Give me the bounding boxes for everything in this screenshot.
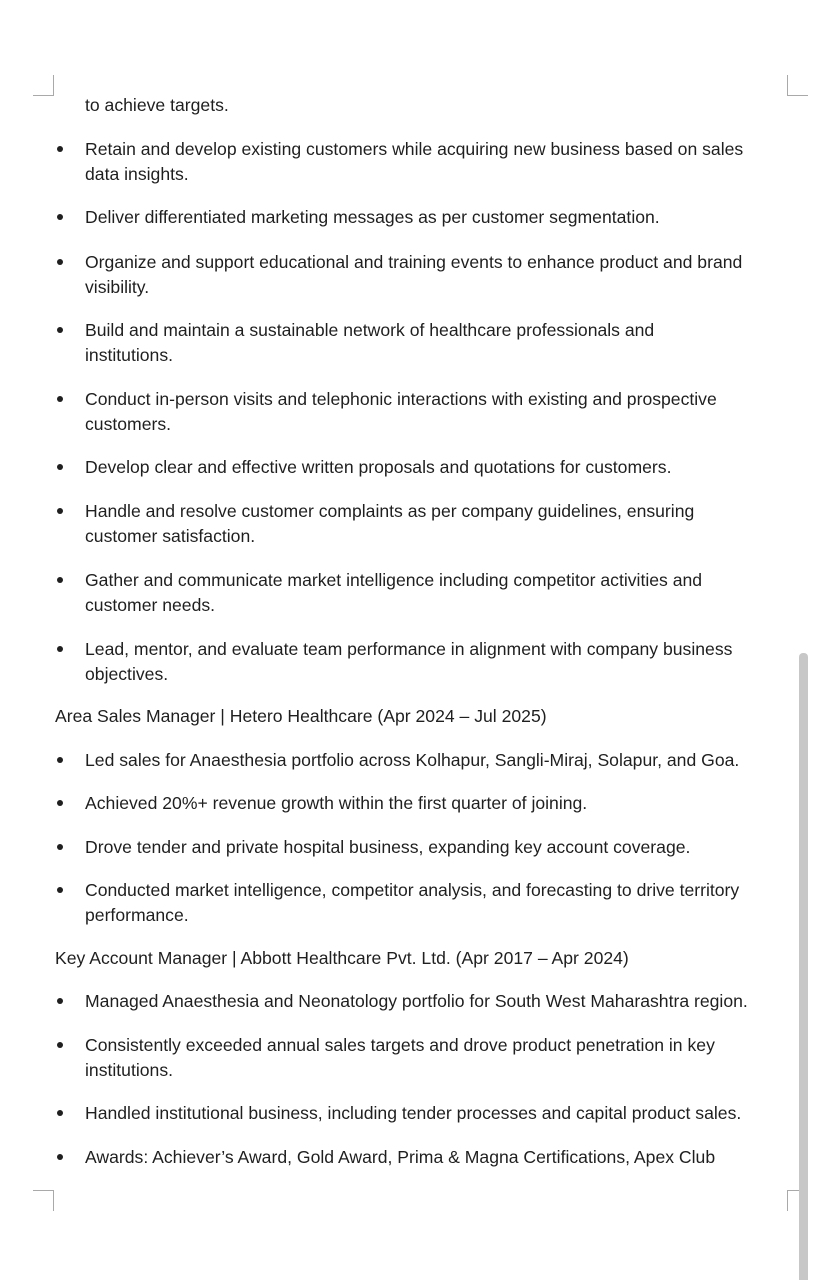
bullet-icon xyxy=(57,396,63,402)
bullet-icon xyxy=(57,1110,63,1116)
bullet-icon xyxy=(57,1154,63,1160)
vertical-scrollbar[interactable] xyxy=(799,653,808,1280)
page-corner-top-left xyxy=(33,75,54,96)
bullet-icon xyxy=(57,800,63,806)
bullet-icon xyxy=(57,214,63,220)
page-corner-top-right xyxy=(787,75,808,96)
bullet-icon xyxy=(57,577,63,583)
job-heading-hetero: Area Sales Manager | Hetero Healthcare (Apr 2024 – Jul 2025) xyxy=(55,706,547,726)
page-corner-bottom-left xyxy=(33,1190,54,1211)
bullet-icon xyxy=(57,508,63,514)
bullet-icon xyxy=(57,998,63,1004)
continuation-text: to achieve targets. xyxy=(85,95,229,115)
bullet-icon xyxy=(57,1042,63,1048)
job-heading-abbott: Key Account Manager | Abbott Healthcare Pvt. Ltd. (Apr 2017 – Apr 2024) xyxy=(55,948,629,968)
bullet-icon xyxy=(57,844,63,850)
bullet-icon xyxy=(57,327,63,333)
bullet-icon xyxy=(57,259,63,265)
bullet-icon xyxy=(57,146,63,152)
bullet-icon xyxy=(57,646,63,652)
bullet-icon xyxy=(57,887,63,893)
bullet-icon xyxy=(57,757,63,763)
bullet-icon xyxy=(57,464,63,470)
